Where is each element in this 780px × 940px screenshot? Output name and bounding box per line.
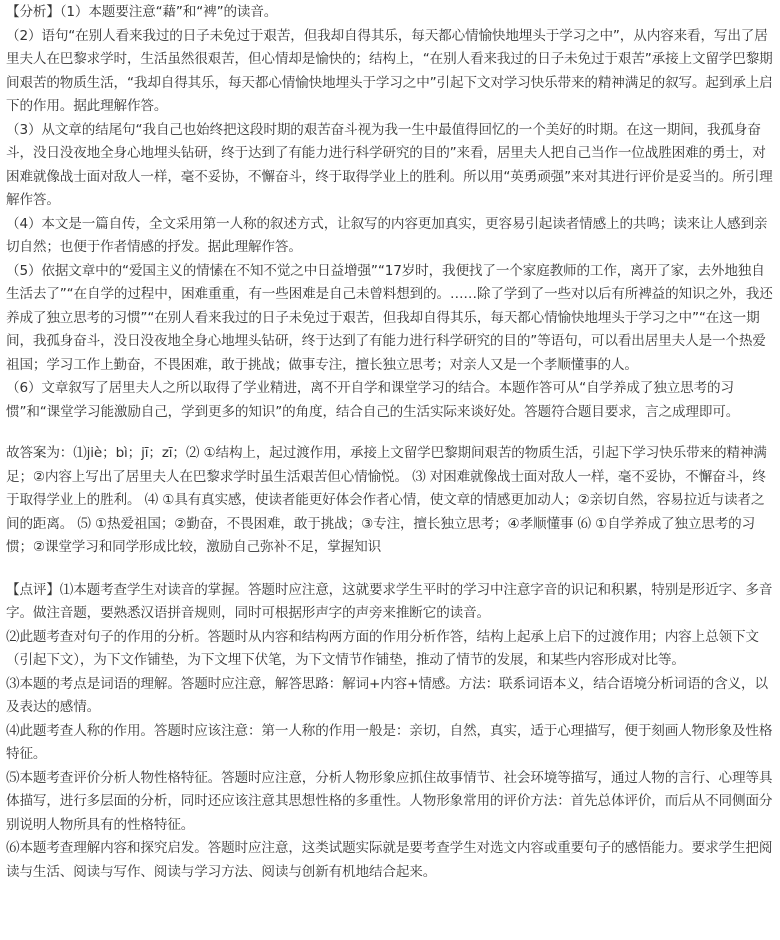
review-section [6, 579, 776, 885]
review-paragraph-4: ⑷此题考查人称的作用。答题时应该注意：第一人称的作用一般是：亲切，自然，真实，适于心理描写，便于刻画人物形象及性格特征。 [6, 722, 773, 762]
review-paragraph-6: ⑹本题考查理解内容和探究启发。答题时应注意，这类试题实际就是要考查学生对选文内容或重要句子的感悟能力。要求学生把阅读与生活、阅读与写作、阅读与学习方法、阅读与创新有机地结合起来。 [6, 840, 773, 880]
analysis-paragraph-6: （6）文章叙写了居里夫人之所以取得了学业精进，离不开自学和课堂学习的结合。本题作答可从“自学养成了独立思考的习惯”和“课堂学习能激励自己，学到更多的知识”的角度，结合自己的生活实际来谈好处。答题符合题目要求，言之成理即可。 [6, 380, 740, 420]
analysis-paragraph-3: （3）从文章的结尾句“我自己也始终把这段时期的艰苦奋斗视为我一生中最值得回忆的一个美好的时期。在这一期间，我孤身奋斗，没日没夜地全身心地埋头钻研，终于达到了有能力进行科学研究的目的”来看，居里夫人把自己当作一位战胜困难的勇士，对困难就像战士面对敌人一样，毫不妥协，不懈奋斗，终于取得学业上的胜利。所以用“英勇顽强”来对其进行评价是妥当的。所引理解作答。 [6, 121, 773, 208]
answer-section [6, 442, 776, 560]
analysis-paragraph-4: （4）本文是一篇自传，全文采用第一人称的叙述方式，让叙写的内容更加真实，更容易引起读者情感上的共鸣；读来让人感到亲切自然；也便于作者情感的抒发。据此理解作答。 [6, 215, 768, 255]
review-paragraph-2: ⑵此题考查对句子的作用的分析。答题时从内容和结构两方面的作用分析作答，结构上起承上启下的过渡作用；内容上总领下文（引起下文），为下文作铺垫，为下文埋下伏笔，为下文情节作铺垫，推动了情节的发展，和某些内容形成对比等。 [6, 628, 759, 668]
review-paragraph-5: ⑸本题考查评价分析人物性格特征。答题时应注意，分析人物形象应抓住故事情节、社会环境等描写，通过人物的言行、心理等具体描写，进行多层面的分析，同时还应该注意其思想性格的多重性。人物形象常用的评价方法：首先总体评价，而后从不同侧面分别说明人物所具有的性格特征。 [6, 769, 773, 833]
analysis-section [6, 0, 776, 424]
review-paragraph-1: 【点评】⑴本题考查学生对读音的掌握。答题时应注意，这就要求学生平时的学习中注意字音的识记和积累，特别是形近字、多音字。做注音题，要熟悉汉语拼音规则，同时可根据形声字的声旁来推断它的读音。 [6, 581, 773, 621]
answer-paragraph: 故答案为：⑴jiè；bì；jī；zī；⑵ ①结构上，起过渡作用，承接上文留学巴黎期间艰苦的物质生活，引起下学习快乐带来的精神满足；②内容上写出了居里夫人在巴黎求学时虽生活艰苦但心情愉悦。 ⑶ 对困难就像战士面对敌人一样，毫不妥协，不懈奋斗，终于取得学业上的胜利。 ⑷ ①具有真实感，使读者能更好体会作者心情，使文章的情感更加动人；②亲切自然，容易拉近与读者之间的距离。 ⑸ ①热爱祖国；②勤奋，不畏困难，敢于挑战；③专注，擅长独立思考；④孝顺懂事 ⑹ ①自学养成了独立思考的习惯；②课堂学习和同学形成比较，激励自己弥补不足，掌握知识 [6, 445, 767, 555]
analysis-paragraph-2: （2）语句“在别人看来我过的日子未免过于艰苦，但我却自得其乐，每天都心情愉快地埋头于学习之中”，从内容来看，写出了居里夫人在巴黎求学时，生活虽然很艰苦，但心情却是愉快的；结构上，“在别人看来我过的日子未免过于艰苦”承接上文留学巴黎期间艰苦的物质生活，“我却自得其乐，每天都心情愉快地埋头于学习之中”引起下文对学习快乐带来的精神满足的叙写。起到承上启下的作用。据此理解作答。 [6, 27, 773, 114]
analysis-paragraph-5: （5）依据文章中的“爱国主义的情愫在不知不觉之中日益增强”“17岁时，我便找了一个家庭教师的工作，离开了家，去外地独自生活去了”“在自学的过程中，困难重重，有一些困难是自己未曾料想到的。……除了学到了一些对以后有所裨益的知识之外，我还养成了独立思考的习惯”“在别人看来我过的日子未免过于艰苦，但我却自得其乐，每天都心情愉快地埋头于学习之中”“在这一期间，我孤身奋斗，没日没夜地全身心地埋头钻研，终于达到了有能力进行科学研究的目的”等语句，可以看出居里夫人是一个热爱祖国；学习工作上勤奋，不畏困难，敢于挑战；做事专注，擅长独立思考；对亲人又是一个孝顺懂事的人。 [6, 262, 773, 373]
review-paragraph-3: ⑶本题的考点是词语的理解。答题时应注意，解答思路：解词+内容+情感。方法：联系词语本义，结合语境分析词语的含义，以及表达的感情。 [6, 675, 768, 715]
analysis-paragraph-1: 【分析】（1）本题要注意“藉”和“裨”的读音。 [6, 4, 278, 20]
